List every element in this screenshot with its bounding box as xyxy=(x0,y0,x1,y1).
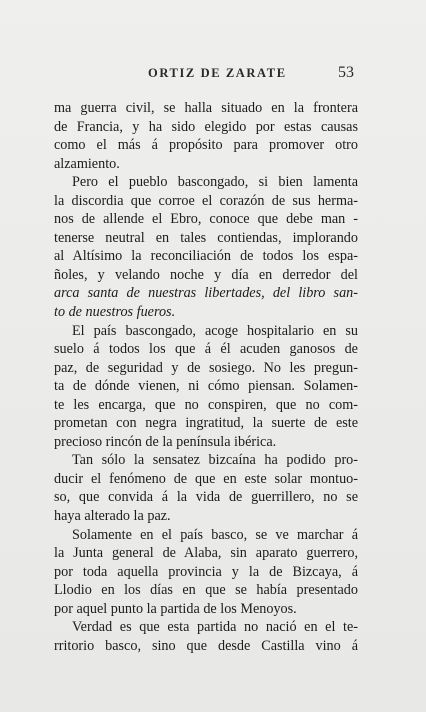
page-header xyxy=(0,64,426,84)
text-line xyxy=(54,173,358,192)
text-line-content: suelo á todos los que á él acuden ganosos de xyxy=(54,341,358,358)
text-line xyxy=(54,266,358,285)
text-line-content: prometan con negra ingratitud, la suerte de este xyxy=(54,415,358,432)
text-line xyxy=(54,433,358,452)
text-line xyxy=(54,210,358,229)
text-line xyxy=(54,359,358,378)
text-line-content: por toda aquella provincia y la de Bizcaya, á xyxy=(54,563,358,580)
text-line xyxy=(54,136,358,155)
text-line xyxy=(54,488,358,507)
text-line-content: como el más á propósito para promover otro xyxy=(54,137,358,154)
text-line-content: Solamente en el país basco, se ve marchar á xyxy=(72,526,358,543)
text-line xyxy=(54,581,358,600)
text-line-content: la Junta general de Alaba, sin aparato guerrero, xyxy=(54,545,358,562)
text-line-content: ñoles, y velando noche y día en derredor del xyxy=(54,266,358,283)
text-line-content: paz, de seguridad y de sosiego. No les pregun- xyxy=(54,359,358,376)
text-line-content: ta de dónde vienen, ni cómo piensan. Solamen- xyxy=(54,378,358,395)
text-line-content: nos de allende el Ebro, conoce que debe man - xyxy=(54,211,358,228)
text-line-content: tenerse neutral en tales contiendas, implorando xyxy=(54,229,358,246)
text-line xyxy=(54,322,358,341)
text-line-content: arca santa de nuestras libertades, del libro san- xyxy=(54,285,358,302)
text-line-content: ducir el fenómeno de que en este solar montuo- xyxy=(54,470,358,487)
text-line xyxy=(54,507,358,526)
text-line xyxy=(54,544,358,563)
body-text xyxy=(54,99,358,655)
text-line xyxy=(54,600,358,619)
text-line xyxy=(54,229,358,248)
text-line xyxy=(54,526,358,545)
text-line-content: Llodio en los días en que se había presentado xyxy=(54,582,358,599)
text-line-content: te les encarga, que no conspiren, que no com- xyxy=(54,396,358,413)
text-line-content: to de nuestros fueros. xyxy=(54,304,176,321)
text-line-content: Tan sólo la sensatez bizcaína ha podido pro- xyxy=(72,452,358,469)
running-head: ORTIZ DE ZARATE xyxy=(148,66,287,80)
text-line-content: la discordia que corroe el corazón de sus herma- xyxy=(54,192,358,209)
text-line xyxy=(54,618,358,637)
text-line xyxy=(54,303,358,322)
text-line xyxy=(54,247,358,266)
text-line xyxy=(54,340,358,359)
text-line-content: alzamiento. xyxy=(54,155,120,172)
text-line-content: haya alterado la paz. xyxy=(54,508,171,525)
text-line xyxy=(54,377,358,396)
text-line-content: por aquel punto la partida de los Menoyos. xyxy=(54,600,297,617)
text-line xyxy=(54,451,358,470)
text-line xyxy=(54,192,358,211)
text-line xyxy=(54,637,358,656)
text-line-content: ma guerra civil, se halla situado en la frontera xyxy=(54,100,358,116)
text-line-content: El país bascongado, acoge hospitalario en su xyxy=(72,322,358,339)
text-line xyxy=(54,414,358,433)
text-line-content: Pero el pueblo bascongado, si bien lamenta xyxy=(72,174,358,191)
text-line-content: Verdad es que esta partida no nació en el te- xyxy=(72,619,358,636)
text-line xyxy=(54,470,358,489)
text-line xyxy=(54,155,358,174)
text-line xyxy=(54,396,358,415)
text-line xyxy=(54,284,358,303)
text-line-content: de Francia, y ha sido elegido por estas causas xyxy=(54,118,358,135)
text-line xyxy=(54,563,358,582)
text-line xyxy=(54,99,358,118)
text-line xyxy=(54,118,358,137)
page-number: 53 xyxy=(338,64,354,81)
text-line-content: so, que convida á la vida de guerrillero, no se xyxy=(54,489,358,506)
text-line-content: rritorio basco, sino que desde Castilla vino á xyxy=(54,637,358,654)
text-line-content: al Altísimo la reconciliación de todos los espa- xyxy=(54,248,358,265)
text-line-content: precioso rincón de la península ibérica. xyxy=(54,433,277,450)
